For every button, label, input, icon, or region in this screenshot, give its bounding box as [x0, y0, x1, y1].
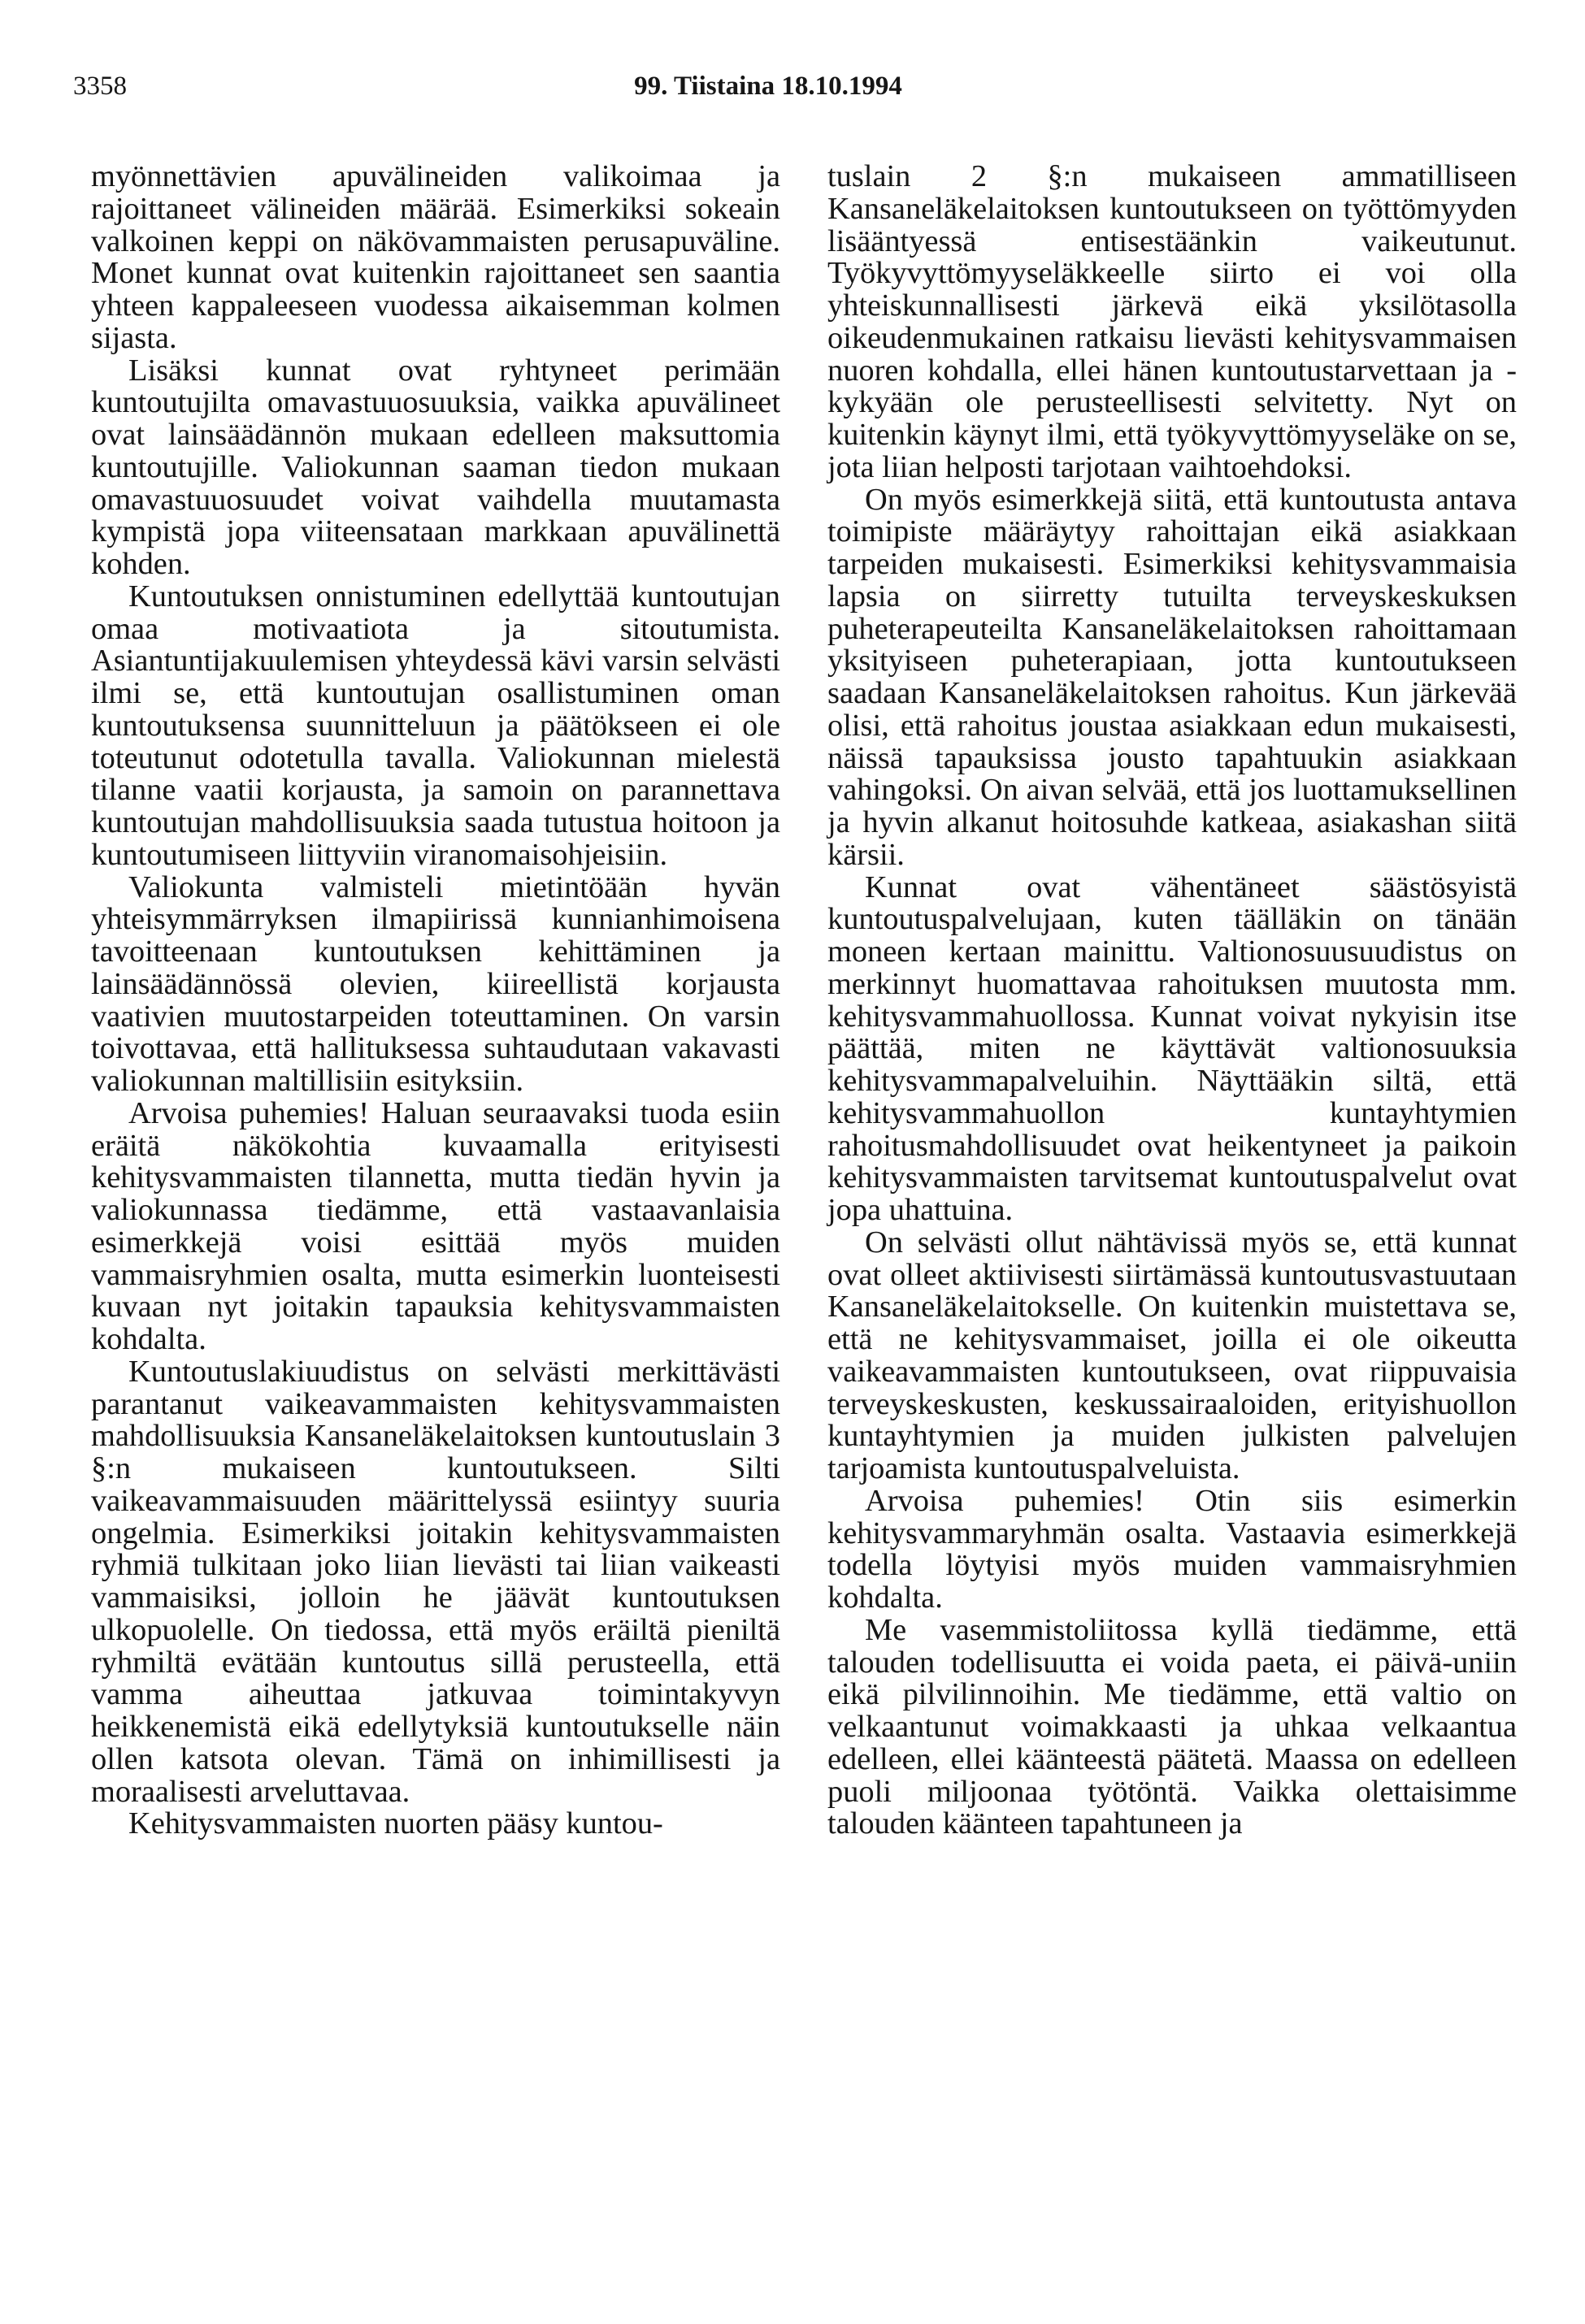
page-header: [73, 70, 1463, 111]
paragraph: Kuntoutuksen onnistuminen edellyttää kuntoutujan omaa motivaatiota ja sitoutumista. Asiantuntijakuulemisen yhteydessä kävi varsin selvästi ilmi se, että kuntoutujan osallistuminen oman kuntoutuksensa suunnitteluun ja päätökseen ei ole toteutunut odotetulla tavalla. Valiokunnan mielestä tilanne vaatii korjausta, ja samoin on parannettava kuntoutujan mahdollisuuksia saada tutustua hoitoon ja kuntoutumiseen liittyviin viranomaisohjeisiin.: [91, 579, 780, 872]
paragraph: Kunnat ovat vähentäneet säästösyistä kuntoutuspalvelujaan, kuten täälläkin on tänään moneen kertaan mainittu. Valtionosuusuudistus on merkinnyt huomattavaa rahoituksen muutosta mm. kehitysvammahuollossa. Kunnat voivat nykyisin itse päättää, miten ne käyttävät valtionosuuksia kehitysvammapalveluihin. Näyttääkin siltä, että kehitysvammahuollon kuntayhtymien rahoitusmahdollisuudet ovat heikentyneet ja paikoin kehitysvammaisten tarvitsemat kuntoutuspalvelut ovat jopa uhattuina.: [827, 869, 1517, 1227]
paragraph: On myös esimerkkejä siitä, että kuntoutusta antava toimipiste määräytyy rahoittajan eikä asiakkaan tarpeiden mukaisesti. Esimerkiksi kehitysvammaisia lapsia on siirretty tutuilta terveyskeskuksen puheterapeuteilta Kansaneläkelaitoksen rahoittamaan yksityiseen puheterapiaan, jotta kuntoutukseen saadaan Kansaneläkelaitoksen rahoitus. Kun järkevää olisi, että rahoitus joustaa asiakkaan edun mukaisesti, näissä tapauksissa jousto tapahtuukin asiakkaan vahingoksi. On aivan selvää, että jos luottamuksellinen ja hyvin alkanut hoitosuhde katkeaa, asiakashan siitä kärsii.: [827, 482, 1517, 872]
paragraph: myönnettävien apuvälineiden valikoimaa ja rajoittaneet välineiden määrää. Esimerkiksi sokeain valkoinen keppi on näkövammaisten perusapuväline. Monet kunnat ovat kuitenkin rajoittaneet sen saantia yhteen kappaleeseen vuodessa aikaisemman kolmen sijasta.: [91, 159, 780, 355]
paragraph: Lisäksi kunnat ovat ryhtyneet perimään kuntoutujilta omavastuuosuuksia, vaikka apuvälineet ovat lainsäädännön mukaan edelleen maksuttomia kuntoutujille. Valiokunnan saaman tiedon mukaan omavastuuosuudet voivat vaihdella muutamasta kympistä jopa viiteensataan markkaan apuvälinettä kohden.: [91, 353, 780, 581]
paragraph: Valiokunta valmisteli mietintöään hyvän yhteisymmärryksen ilmapiirissä kunnianhimoisena tavoitteenaan kuntoutuksen kehittäminen ja lainsäädännössä olevien, kiireellistä korjausta vaativien muutostarpeiden toteuttaminen. On varsin toivottavaa, että hallituksessa suhtaudutaan vakavasti valiokunnan maltillisiin esityksiin.: [91, 869, 780, 1098]
paragraph: On selvästi ollut nähtävissä myös se, että kunnat ovat olleet aktiivisesti siirtämässä kuntoutusvastuutaan Kansaneläkelaitokselle. On kuitenkin muistettava se, että ne kehitysvammaiset, joilla ei ole oikeutta vaikeavammaisten kuntoutukseen, ovat riippuvaisia terveyskeskusten, keskussairaaloiden, erityishuollon kuntayhtymien ja muiden julkisten palvelujen tarjoamista kuntoutuspalveluista.: [827, 1225, 1517, 1485]
paragraph: Kuntoutuslakiuudistus on selvästi merkittävästi parantanut vaikeavammaisten kehitysvammaisten mahdollisuuksia Kansaneläkelaitoksen kuntoutuslain 3 §:n mukaiseen kuntoutukseen. Silti vaikeavammaisuuden määrittelyssä esiintyy suuria ongelmia. Esimerkiksi joitakin kehitysvammaisten ryhmiä tulkitaan joko liian lievästi tai liian vaikeasti vammaisiksi, jolloin he jäävät kuntoutuksen ulkopuolelle. On tiedossa, että myös eräiltä pieniltä ryhmiltä evätään kuntoutus sillä perusteella, että vamma aiheuttaa jatkuvaa toimintakyvyn heikkenemistä eikä edellytyksiä kuntoutukselle näin ollen katsota olevan. Tämä on inhimillisesti ja moraalisesti arveluttavaa.: [91, 1354, 780, 1809]
paragraph: Arvoisa puhemies! Otin siis esimerkin kehitysvammaryhmän osalta. Vastaavia esimerkkejä todella löytyisi myös muiden vammaisryhmien kohdalta.: [827, 1483, 1517, 1615]
session-title: 99. Tiistaina 18.10.1994: [634, 72, 902, 101]
page-number: 3358: [73, 72, 127, 101]
paragraph: Kehitysvammaisten nuorten pääsy kuntou-: [128, 1806, 663, 1841]
right-column: [827, 161, 1517, 1841]
paragraph: Arvoisa puhemies! Haluan seuraavaksi tuoda esiin eräitä näkökohtia kuvaamalla erityisesti kehitysvammaisten tilannetta, mutta tiedän hyvin ja valiokunnassa tiedämme, että vastaavanlaisia esimerkkejä voisi esittää myös muiden vammaisryhmien osalta, mutta esimerkin luonteisesti kuvaan nyt joitakin tapauksia kehitysvammaisten kohdalta.: [91, 1095, 780, 1356]
paragraph: Me vasemmistoliitossa kyllä tiedämme, että talouden todellisuutta ei voida paeta, ei päivä-uniin eikä pilvilinnoihin. Me tiedämme, että valtio on velkaantunut voimakkaasti ja uhkaa velkaantua edelleen, ellei käänteestä päätetä. Maassa on edelleen puoli miljoonaa työtöntä. Vaikka olettaisimme talouden käänteen tapahtuneen ja: [827, 1612, 1517, 1841]
left-column: [91, 161, 780, 1841]
paragraph: tuslain 2 §:n mukaiseen ammatilliseen Kansaneläkelaitoksen kuntoutukseen on työttömyyden lisääntyessä entisestäänkin vaikeutunut. Työkyvyttömyyseläkkeelle siirto ei voi olla yhteiskunnallisesti järkevä eikä yksilötasolla oikeudenmukainen ratkaisu lievästi kehitysvammaisen nuoren kohdalla, ellei hänen kuntoutustarvettaan ja -kykyään ole perusteellisesti selvitetty. Nyt on kuitenkin käynyt ilmi, että työkyvyttömyyseläke on se, jota liian helposti tarjotaan vaihtoehdoksi.: [827, 159, 1517, 484]
